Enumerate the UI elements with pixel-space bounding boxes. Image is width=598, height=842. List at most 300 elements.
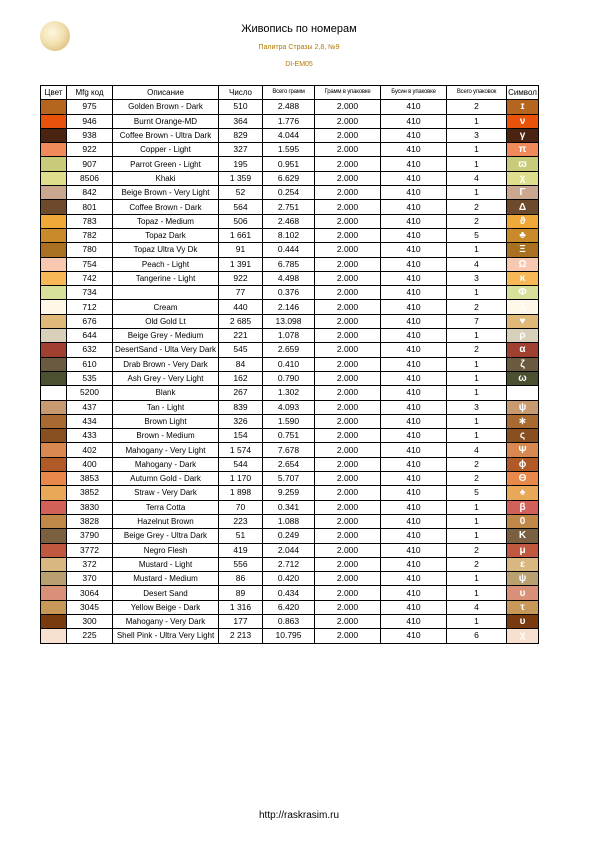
- symbol-cell: 0: [507, 514, 539, 528]
- total-grams-cell: 10.795: [263, 629, 315, 643]
- beads-per-pack-cell: 410: [381, 386, 447, 400]
- grams-per-pack-cell: 2.000: [315, 400, 381, 414]
- grams-per-pack-cell: 2.000: [315, 343, 381, 357]
- color-swatch: [41, 586, 67, 600]
- symbol-cell: α: [507, 343, 539, 357]
- color-swatch: [41, 486, 67, 500]
- grams-per-pack-cell: 2.000: [315, 414, 381, 428]
- symbol-cell: χ: [507, 171, 539, 185]
- description-cell: Mustard - Medium: [113, 572, 219, 586]
- table-row: [41, 457, 539, 471]
- code-cell: 734: [67, 286, 113, 300]
- description-cell: Desert Sand: [113, 586, 219, 600]
- beads-per-pack-cell: 410: [381, 614, 447, 628]
- code-cell: 644: [67, 329, 113, 343]
- total-packs-cell: 4: [447, 171, 507, 185]
- symbol-cell: κ: [507, 271, 539, 285]
- total-grams-cell: 4.044: [263, 128, 315, 142]
- table-row: [41, 143, 539, 157]
- beads-per-pack-cell: 410: [381, 243, 447, 257]
- symbol-cell: ϑ: [507, 214, 539, 228]
- color-swatch: [41, 257, 67, 271]
- code-cell: 938: [67, 128, 113, 142]
- total-grams-cell: 2.146: [263, 300, 315, 314]
- total-packs-cell: 5: [447, 486, 507, 500]
- total-grams-cell: 0.410: [263, 357, 315, 371]
- grams-per-pack-cell: 2.000: [315, 429, 381, 443]
- total-packs-cell: 1: [447, 186, 507, 200]
- code-cell: 402: [67, 443, 113, 457]
- code-cell: 3790: [67, 529, 113, 543]
- symbol-cell: A: [507, 386, 539, 400]
- total-grams-cell: 0.751: [263, 429, 315, 443]
- total-packs-cell: 7: [447, 314, 507, 328]
- count-cell: 154: [219, 429, 263, 443]
- count-cell: 52: [219, 186, 263, 200]
- count-cell: 564: [219, 200, 263, 214]
- grams-per-pack-cell: 2.000: [315, 214, 381, 228]
- kit-code: DI-EM05: [285, 61, 313, 68]
- symbol-cell: π: [507, 143, 539, 157]
- table-row: [41, 572, 539, 586]
- grams-per-pack-cell: 2.000: [315, 228, 381, 242]
- color-swatch: [41, 200, 67, 214]
- code-cell: 610: [67, 357, 113, 371]
- footer-url[interactable]: http://raskrasim.ru: [258, 810, 340, 821]
- beads-per-pack-cell: 410: [381, 457, 447, 471]
- description-cell: Peach - Light: [113, 257, 219, 271]
- total-grams-cell: 0.376: [263, 286, 315, 300]
- code-cell: 676: [67, 314, 113, 328]
- symbol-cell: Φ: [507, 286, 539, 300]
- beads-per-pack-cell: 410: [381, 357, 447, 371]
- grams-per-pack-cell: 2.000: [315, 600, 381, 614]
- table-row: [41, 114, 539, 128]
- symbol-cell: ν: [507, 114, 539, 128]
- description-cell: Beige Grey - Ultra Dark: [113, 529, 219, 543]
- count-cell: 77: [219, 286, 263, 300]
- table-header-row: [41, 86, 539, 100]
- grams-per-pack-cell: 2.000: [315, 500, 381, 514]
- count-cell: 545: [219, 343, 263, 357]
- count-cell: 506: [219, 214, 263, 228]
- code-cell: 3830: [67, 500, 113, 514]
- table-row: [41, 186, 539, 200]
- count-cell: 1 316: [219, 600, 263, 614]
- table-row: [41, 586, 539, 600]
- count-cell: 1 661: [219, 228, 263, 242]
- grams-per-pack-cell: 2.000: [315, 371, 381, 385]
- total-grams-cell: 1.595: [263, 143, 315, 157]
- count-cell: 267: [219, 386, 263, 400]
- total-grams-cell: 13.098: [263, 314, 315, 328]
- col-header-total-grams: Всего грамм: [263, 86, 315, 100]
- symbol-cell: μ: [507, 543, 539, 557]
- table-row: [41, 286, 539, 300]
- code-cell: 3064: [67, 586, 113, 600]
- total-grams-cell: 1.302: [263, 386, 315, 400]
- total-packs-cell: 2: [447, 557, 507, 571]
- table-row: [41, 157, 539, 171]
- total-grams-cell: 2.751: [263, 200, 315, 214]
- count-cell: 419: [219, 543, 263, 557]
- table-row: [41, 371, 539, 385]
- table-row: [41, 100, 539, 114]
- total-packs-cell: 1: [447, 114, 507, 128]
- beads-per-pack-cell: 410: [381, 128, 447, 142]
- code-cell: 754: [67, 257, 113, 271]
- beads-per-pack-cell: 410: [381, 586, 447, 600]
- col-header-count: Число: [219, 86, 263, 100]
- beads-per-pack-cell: 410: [381, 514, 447, 528]
- description-cell: Tan - Light: [113, 400, 219, 414]
- code-cell: 922: [67, 143, 113, 157]
- table-row: [41, 200, 539, 214]
- total-grams-cell: 4.093: [263, 400, 315, 414]
- description-cell: Cream: [113, 300, 219, 314]
- color-swatch: [41, 457, 67, 471]
- count-cell: 1 170: [219, 472, 263, 486]
- code-cell: 783: [67, 214, 113, 228]
- count-cell: 1 359: [219, 171, 263, 185]
- total-grams-cell: 8.102: [263, 228, 315, 242]
- total-grams-cell: 5.707: [263, 472, 315, 486]
- description-cell: Ash Grey - Very Light: [113, 371, 219, 385]
- color-swatch: [41, 343, 67, 357]
- beads-per-pack-cell: 410: [381, 329, 447, 343]
- count-cell: 544: [219, 457, 263, 471]
- symbol-cell: ♣: [507, 228, 539, 242]
- beads-per-pack-cell: 410: [381, 214, 447, 228]
- table-row: [41, 214, 539, 228]
- count-cell: 162: [219, 371, 263, 385]
- table-row: [41, 600, 539, 614]
- color-swatch: [41, 300, 67, 314]
- symbol-cell: ς: [507, 429, 539, 443]
- count-cell: 440: [219, 300, 263, 314]
- beads-per-pack-cell: 410: [381, 529, 447, 543]
- col-header-description: Описание: [113, 86, 219, 100]
- count-cell: 70: [219, 500, 263, 514]
- table-row: [41, 271, 539, 285]
- description-cell: Autumn Gold - Dark: [113, 472, 219, 486]
- color-swatch: [41, 329, 67, 343]
- table-row: [41, 629, 539, 643]
- description-cell: Mahogany - Very Dark: [113, 614, 219, 628]
- beads-per-pack-cell: 410: [381, 557, 447, 571]
- count-cell: 91: [219, 243, 263, 257]
- table-row: [41, 257, 539, 271]
- beads-per-pack-cell: 410: [381, 186, 447, 200]
- code-cell: 300: [67, 614, 113, 628]
- total-grams-cell: 0.254: [263, 186, 315, 200]
- description-cell: Straw - Very Dark: [113, 486, 219, 500]
- grams-per-pack-cell: 2.000: [315, 514, 381, 528]
- beads-per-pack-cell: 410: [381, 443, 447, 457]
- grams-per-pack-cell: 2.000: [315, 586, 381, 600]
- code-cell: 632: [67, 343, 113, 357]
- table-row: [41, 429, 539, 443]
- total-grams-cell: 7.678: [263, 443, 315, 457]
- total-packs-cell: 2: [447, 200, 507, 214]
- beads-per-pack-cell: 410: [381, 543, 447, 557]
- table-row: [41, 543, 539, 557]
- color-swatch: [41, 614, 67, 628]
- grams-per-pack-cell: 2.000: [315, 472, 381, 486]
- total-packs-cell: 3: [447, 271, 507, 285]
- total-grams-cell: 2.468: [263, 214, 315, 228]
- beads-per-pack-cell: 410: [381, 400, 447, 414]
- col-header-beads-per-pack: Бусин в упаковке: [381, 86, 447, 100]
- total-packs-cell: 1: [447, 572, 507, 586]
- table-row: [41, 529, 539, 543]
- beads-per-pack-cell: 410: [381, 143, 447, 157]
- table-row: [41, 443, 539, 457]
- grams-per-pack-cell: 2.000: [315, 543, 381, 557]
- beads-per-pack-cell: 410: [381, 300, 447, 314]
- grams-per-pack-cell: 2.000: [315, 171, 381, 185]
- total-grams-cell: 1.078: [263, 329, 315, 343]
- count-cell: 829: [219, 128, 263, 142]
- color-swatch: [41, 543, 67, 557]
- symbol-cell: Δ: [507, 200, 539, 214]
- total-grams-cell: 0.444: [263, 243, 315, 257]
- beads-per-pack-cell: 410: [381, 500, 447, 514]
- color-swatch: [41, 228, 67, 242]
- code-cell: 782: [67, 228, 113, 242]
- code-cell: 3045: [67, 600, 113, 614]
- total-packs-cell: 1: [447, 157, 507, 171]
- color-swatch: [41, 600, 67, 614]
- count-cell: 1 898: [219, 486, 263, 500]
- total-grams-cell: 4.498: [263, 271, 315, 285]
- grams-per-pack-cell: 2.000: [315, 614, 381, 628]
- color-swatch: [41, 186, 67, 200]
- total-packs-cell: 2: [447, 100, 507, 114]
- total-packs-cell: 1: [447, 529, 507, 543]
- total-grams-cell: 0.341: [263, 500, 315, 514]
- beads-per-pack-cell: 410: [381, 157, 447, 171]
- code-cell: 370: [67, 572, 113, 586]
- total-packs-cell: 2: [447, 214, 507, 228]
- total-packs-cell: 1: [447, 414, 507, 428]
- page-title: Живопись по номерам: [241, 23, 357, 35]
- symbol-cell: Ψ: [507, 443, 539, 457]
- count-cell: 2 685: [219, 314, 263, 328]
- total-packs-cell: 1: [447, 143, 507, 157]
- total-grams-cell: 0.951: [263, 157, 315, 171]
- description-cell: Negro Flesh: [113, 543, 219, 557]
- count-cell: 2 213: [219, 629, 263, 643]
- total-grams-cell: 2.488: [263, 100, 315, 114]
- table-row: [41, 329, 539, 343]
- symbol-cell: Κ: [507, 529, 539, 543]
- symbol-cell: χ: [507, 629, 539, 643]
- count-cell: 51: [219, 529, 263, 543]
- table-row: [41, 128, 539, 142]
- color-swatch: [41, 414, 67, 428]
- total-packs-cell: 4: [447, 443, 507, 457]
- count-cell: 1 574: [219, 443, 263, 457]
- color-swatch: [41, 429, 67, 443]
- symbol-cell: ϖ: [507, 157, 539, 171]
- count-cell: 221: [219, 329, 263, 343]
- grams-per-pack-cell: 2.000: [315, 243, 381, 257]
- description-cell: Old Gold Lt: [113, 314, 219, 328]
- description-cell: Brown Light: [113, 414, 219, 428]
- code-cell: 3828: [67, 514, 113, 528]
- total-packs-cell: 2: [447, 457, 507, 471]
- total-packs-cell: 1: [447, 500, 507, 514]
- code-cell: 3772: [67, 543, 113, 557]
- color-swatch: [41, 100, 67, 114]
- table-row: [41, 228, 539, 242]
- color-swatch: [41, 114, 67, 128]
- total-packs-cell: 1: [447, 386, 507, 400]
- color-swatch: [41, 514, 67, 528]
- beads-per-pack-cell: 410: [381, 371, 447, 385]
- symbol-cell: υ: [507, 586, 539, 600]
- description-cell: Terra Cotta: [113, 500, 219, 514]
- symbol-cell: Ξ: [507, 243, 539, 257]
- symbol-cell: Θ: [507, 472, 539, 486]
- code-cell: 712: [67, 300, 113, 314]
- symbol-cell: ψ: [507, 572, 539, 586]
- description-cell: Mahogany - Dark: [113, 457, 219, 471]
- table-row: [41, 300, 539, 314]
- beads-per-pack-cell: 410: [381, 228, 447, 242]
- total-packs-cell: 1: [447, 357, 507, 371]
- description-cell: Beige Brown - Very Light: [113, 186, 219, 200]
- color-swatch: [41, 271, 67, 285]
- color-swatch: [41, 443, 67, 457]
- table-row: [41, 486, 539, 500]
- symbol-cell: ψ: [507, 400, 539, 414]
- total-grams-cell: 6.785: [263, 257, 315, 271]
- grams-per-pack-cell: 2.000: [315, 300, 381, 314]
- code-cell: 225: [67, 629, 113, 643]
- color-swatch: [41, 357, 67, 371]
- beads-per-pack-cell: 410: [381, 314, 447, 328]
- color-swatch: [41, 629, 67, 643]
- total-grams-cell: 6.420: [263, 600, 315, 614]
- description-cell: [113, 286, 219, 300]
- grams-per-pack-cell: 2.000: [315, 128, 381, 142]
- beads-per-pack-cell: 410: [381, 572, 447, 586]
- grams-per-pack-cell: 2.000: [315, 629, 381, 643]
- table-row: [41, 243, 539, 257]
- total-packs-cell: 1: [447, 514, 507, 528]
- table-row: [41, 343, 539, 357]
- total-grams-cell: 9.259: [263, 486, 315, 500]
- beads-per-pack-cell: 410: [381, 600, 447, 614]
- code-cell: 400: [67, 457, 113, 471]
- count-cell: 223: [219, 514, 263, 528]
- description-cell: Drab Brown - Very Dark: [113, 357, 219, 371]
- total-grams-cell: 2.659: [263, 343, 315, 357]
- beads-per-pack-cell: 410: [381, 200, 447, 214]
- symbol-cell: ω: [507, 371, 539, 385]
- symbol-cell: Γ: [507, 186, 539, 200]
- grams-per-pack-cell: 2.000: [315, 157, 381, 171]
- code-cell: 801: [67, 200, 113, 214]
- count-cell: 922: [219, 271, 263, 285]
- grams-per-pack-cell: 2.000: [315, 443, 381, 457]
- color-swatch: [41, 371, 67, 385]
- col-header-code: Mfg код: [67, 86, 113, 100]
- grams-per-pack-cell: 2.000: [315, 286, 381, 300]
- total-packs-cell: 2: [447, 543, 507, 557]
- code-cell: 8506: [67, 171, 113, 185]
- total-grams-cell: 0.434: [263, 586, 315, 600]
- description-cell: Coffee Brown - Ultra Dark: [113, 128, 219, 142]
- total-packs-cell: 1: [447, 429, 507, 443]
- table-row: [41, 386, 539, 400]
- code-cell: 3852: [67, 486, 113, 500]
- symbol-cell: ♠: [507, 486, 539, 500]
- code-cell: 5200: [67, 386, 113, 400]
- total-packs-cell: 3: [447, 128, 507, 142]
- code-cell: 3853: [67, 472, 113, 486]
- grams-per-pack-cell: 2.000: [315, 200, 381, 214]
- count-cell: 364: [219, 114, 263, 128]
- grams-per-pack-cell: 2.000: [315, 572, 381, 586]
- table-row: [41, 500, 539, 514]
- beads-per-pack-cell: 410: [381, 171, 447, 185]
- description-cell: Burnt Orange-MD: [113, 114, 219, 128]
- beads-per-pack-cell: 410: [381, 343, 447, 357]
- table-row: [41, 171, 539, 185]
- count-cell: 86: [219, 572, 263, 586]
- beads-per-pack-cell: 410: [381, 414, 447, 428]
- grams-per-pack-cell: 2.000: [315, 486, 381, 500]
- count-cell: 177: [219, 614, 263, 628]
- count-cell: 1 391: [219, 257, 263, 271]
- description-cell: Golden Brown - Dark: [113, 100, 219, 114]
- symbol-cell: υ: [507, 614, 539, 628]
- grams-per-pack-cell: 2.000: [315, 186, 381, 200]
- total-packs-cell: 1: [447, 371, 507, 385]
- beads-per-pack-cell: 410: [381, 271, 447, 285]
- col-header-grams-per-pack: Грамм в упаковке: [315, 86, 381, 100]
- total-grams-cell: 1.088: [263, 514, 315, 528]
- total-grams-cell: 2.044: [263, 543, 315, 557]
- code-cell: 742: [67, 271, 113, 285]
- total-packs-cell: 4: [447, 600, 507, 614]
- code-cell: 842: [67, 186, 113, 200]
- total-packs-cell: 6: [447, 629, 507, 643]
- palette-subtitle: Палитра Стразы 2,8, №9: [258, 44, 340, 51]
- description-cell: Parrot Green - Light: [113, 157, 219, 171]
- code-cell: 907: [67, 157, 113, 171]
- description-cell: Blank: [113, 386, 219, 400]
- table-row: [41, 314, 539, 328]
- table-row: [41, 514, 539, 528]
- code-cell: 975: [67, 100, 113, 114]
- grams-per-pack-cell: 2.000: [315, 457, 381, 471]
- symbol-cell: γ: [507, 128, 539, 142]
- table-row: [41, 472, 539, 486]
- description-cell: Topaz Dark: [113, 228, 219, 242]
- count-cell: 556: [219, 557, 263, 571]
- grams-per-pack-cell: 2.000: [315, 100, 381, 114]
- total-packs-cell: 3: [447, 400, 507, 414]
- grams-per-pack-cell: 2.000: [315, 271, 381, 285]
- total-packs-cell: 1: [447, 329, 507, 343]
- description-cell: Beige Grey - Medium: [113, 329, 219, 343]
- total-packs-cell: 4: [447, 257, 507, 271]
- total-grams-cell: 0.863: [263, 614, 315, 628]
